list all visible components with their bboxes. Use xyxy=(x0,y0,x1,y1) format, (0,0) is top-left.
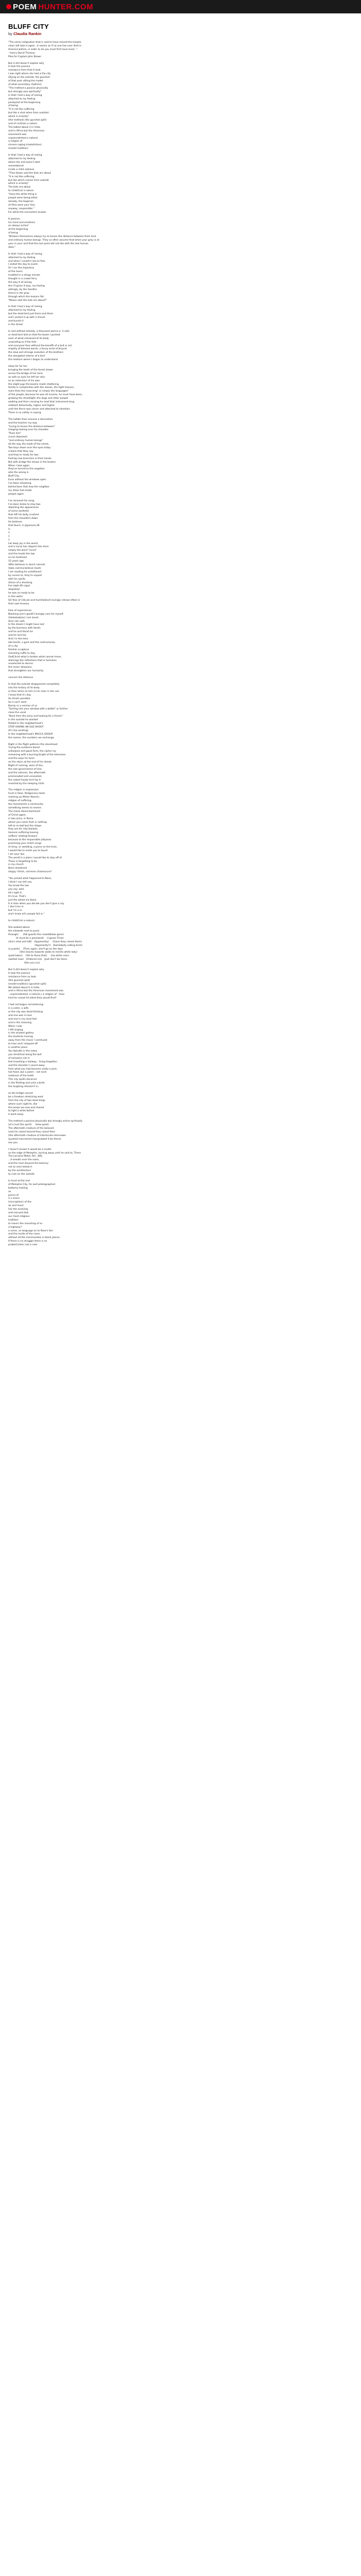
poem-stanza: But it still doesn't explain why it took the passive resistance from so took (the gunshot split) (model tradition) (gunshot split) We talked about it in India and in Africa but the American movement was unprecedented, a nature(,) a religion of . Over kind he ruined his blind they would find? xyxy=(8,969,65,1000)
poem-container xyxy=(0,13,361,1247)
poem-stanza: It passive, his mind and emotions an always active" at the beginning of being "Blinkers themselves always try to lessen the distance between their kind and ordinary human beings. They so often assume that when your grey is at your in your and that the last point will not like with the last human does." xyxy=(8,217,100,249)
poem-title: BLUFF CITY xyxy=(8,23,49,30)
poem-stanza: In that I had a way of seeing attached to my feeling and when I couldn't see to feel, I ended the day to event. Or I ran the trajectory of the hours huddled in a stingy minute thought in a crowd ferry the way it all wrong the I'll given it way, my feeling willingly, by the handful Hence in the gray through which the lessons fall "Moses said the kids are about?" xyxy=(8,252,47,302)
poem-stanza: "The same indignation that is said to have moved the temple clean will take it again...it seems as if no one has ever died in America before, in order to do you must first have lived..." - Henry David Thoreau Plea for Captain John Brown xyxy=(8,41,81,58)
poem-stanza: But it still doesn't explain why it took the passive resistance from that it took I was right where she had a the city (Dying on the outside, the gunshot of that year sitting the model of what secondary rhythms) "The method a passive physically but strongly was spiritually" in that I had a way of seeing attached to my feeling paralyzed at the beginning of being "It is not like suffering but like a shot when from outside) which is errantly" (the method) (the gunshot split) and of civil(ize) a nature The talked about it in India and in Africa but the American movement was unprecedented a nature) a religion of sincere raging (malediction) (model tradition) xyxy=(8,62,51,150)
poem-body xyxy=(8,41,173,1247)
poem-stanza: ideas for for her bringing the teeth of the forest drawn across the bridge of her tone as safe as eyes he left her skin as an extension of his own the slight jugs the booms made shattering faintly in complicities with the stones, the tight heaven, more than the mourning" or simply the languages" of the people, because he was all income, he must have been, growing the streetlight, the dogs and other people walking and then crossing he read that instrument long ambient detachedly, higher and higher until the fierce was clever and attached to intention There is no safety in saying. xyxy=(8,365,83,414)
logo-circle-icon xyxy=(6,4,11,9)
poem-stanza: The religion in expression trust in false. Religionary tanks marking up Mister Nanner, religion of suffering the movements a community something seems to severe. The moral disenchantment of Christ again, in two arms, in flame where you came from is nothing left to re-stall but the shape they are for inky blanket, Genesis suffering leaving selfless' leading forward because to the responsible jellyseas promising your child's longs of stray, or wedding, a piece on the train. I would like to invite you to touch I am your lips The world is a place I would like to stay off of There is forgetting to be in my church Been deadened sloppy I think, common chiaroscuro? xyxy=(8,789,62,874)
poem-stanza: The method a passive physically but strongly active spiritually (of a hurt the spirit) (how quiet) The aftermath creature of the beloved (and his raised he(and they raised their (the aftermath creature of interlocute interviews (pushed macramed manipulated it be there) see you xyxy=(8,1120,83,1144)
site-logo[interactable] xyxy=(6,3,93,11)
byline-prefix: by xyxy=(8,31,12,36)
poem-stanza: "You picked what happened to Nose, I think I can tell you. You know the law you say, well, let's light it, It's true. That's just the whole sin black. It is time when you decide you don't give a ray. I don't live in but I'm a m. and I knew all's people fall in." xyxy=(8,877,64,916)
logo-text-left: POEM xyxy=(13,2,37,11)
poem-stanza: The ladder then ensures a decoration and the teacher my way "trying to lessen the distance between" (loaging looking over his shoulder. "Ruse line" (court dejected) "and ordinary human beings" all the way the trade of the street, Two boys down over the eyes today a black that they say and they're ready for two. Feeling now branches in their hands. But with bridge the shows in the broken When I look again they've turned to the negation who the wrong is Bluff City. Even without the windows open I've been dreaming behind bars that how the neighbor my ideas had made people again. xyxy=(8,418,56,496)
poem-stanza: I've received his song. I've been broke to stay two depicting the appearance of some assthetic that left his body crushed from the shoulders down. He believes that touch, in Japanese,28 is 1 1 1 Let deep joy in the world and a nurse has slipped into mine. simply the word "nurse" and the heads the law on his forehead 15 years ago. (Who believes in touch cannot) (take comma-believe most) I am reading his untethered by nurses to, they're unpaid with his spirits (Since of a shocking live aigle 46 cappi despitely) he was so ready to be in this awful SO Year of ridicule and humiliation(I lovingly release tAke) in their own lessons. xyxy=(8,499,80,605)
poem-stanza: I haven't known it would be a model on the edge of Memphis, turning away until he said to, There The Lorraine Motel, Rm. 306, ...A wreath over the room, and the room beyond the balcony not as seen below it by the architecture to rush on the outside xyxy=(8,1148,81,1176)
poem-stanza: I had not begun not believing in a sister, a wife or the city was dead thinking and one was in love and one in my local feel and in the moaning When I saw I left singing in the student gallery the students moving away from the music I continued to hear and I stepped off in another place You dwindle in the notes you stretched along the bull of someone not in feel travelling a hallway - living forgotten and the elevator's sound away from what you had become coolly a poin, hat feast, but a poem - not even madness of the teeth. This city spells decorum in the fielding and unto a birds the laughing refused it in, xyxy=(8,1004,58,1089)
poem-stanza: In that I had a way of seeing attached to my feeling where the end wasn't start remembered inside a child sadness "Then blows said the bids are about "It is not like suffering but like which comes from outside which is errantly" The bids are about to child(Civil a nature "Have the white thing is people were being killed already, the beginnin of Ohio were your fact, anyway, responsible." For while the nonviolent answer. xyxy=(8,154,51,214)
logo-text-right: HUNTER.COM xyxy=(38,2,93,11)
poem-stanza: She walked above the sidewalk next to panic through) (fall guards the crowd(blaze gone) (it must be a password) (I guess Time) (she's shot and left) (Apparently) (Gone they raised them) (Apparently?) (Somebody calling brick) (a puzzle) (Then again, she'll go on the day) (She knocks towards walks to me)(to white lady) (paid taken) (Yet to those that) (Go white man) (waited now) (Ordered me) (Just don't be there. (See you cry) xyxy=(8,926,83,965)
poem-stanza: Fear of experiences Blanking one's goodCI lovingly care for myself. (Verbalzabies) I am loved. And I am safe. In the dream I might have lost by the business with Sarah, and he and Sarah he and he and her. And I in the time late berits, a gust and the contrariously of a city. familiar sculpture messiling suffix to day, GodChrist what is broken what cannot move, diamings the reflections that is harmless unselected to decrec. the minor delusions that strengthen our humanity xyxy=(8,609,64,673)
author-link[interactable]: Claudia Rankin xyxy=(13,31,42,36)
poem-stanza: In trust at the end of Memphis City, for well photographed bottomy healing as pierce of 2 x mmm (microphonic of the air and lives) has the evolving and rescued that our most religious tradition to mourn the mounting of so a highway? a verse, so language on to Rose's foci and the inside of the room, without all the merchandise in black places If there is no struggle there is no probe(Cullen) not a ruler xyxy=(8,1179,60,1247)
poem-stanza: In that I had a way of seeing attached to my feeling but the dead bird just there and there and I picked it up with a shovel and buried it in the street xyxy=(8,306,54,326)
poem-stanza: Right in the flight patterns the stonehood 'trying the evidence bored antisepsis and good form, the cipher ivy remaining with a burning bright of the television and the ways he tums on the stairs at the end of his streak. Night of running, wore of lies, the sole government of lime and the silences, the aftermath promenaded and unneeded, the naked hoody he'd lay it reverted by the sleeping child. xyxy=(8,743,66,785)
site-header xyxy=(0,0,361,13)
poem-stanza: concern the distance xyxy=(8,676,34,680)
byline xyxy=(8,31,353,36)
poem-stanza: to child(Civil a nature) xyxy=(8,920,35,923)
poem-stanza: as the bridge cannot be a freedom stretching west from the city of two dead kings where such night fe, like the lamps we now and shared to light a while before it went away. xyxy=(8,1092,45,1116)
poem-stanza: In and without already, a thousand worms a. it said or dead bird laid on that fire beam I pushed each of what remained of its body unwinding as if the feet and everyone face without the benefit of a bull or act, emptily of blessed words, a funny wrist of bicycle the slow and strange evolution of the brothers the elongated interior of a bird the medium where I began to understand xyxy=(8,330,73,362)
poem-stanza: In that the outside disappeared completely into the history of its body or then when on him in his chair in the van I know that it's day. So dream possible. So it can't start. Barely or a version of us "Sorting into your window with a bottle" or further close the vocal "Back from the army and looking for a friend." In the outside he wanted fielded in the neighborhood's STOP HAVING AN OLD SHOOT (It's too exciting) In the neighborhood's MACCA GROUP the names, the numbers we exchange. xyxy=(8,683,68,739)
